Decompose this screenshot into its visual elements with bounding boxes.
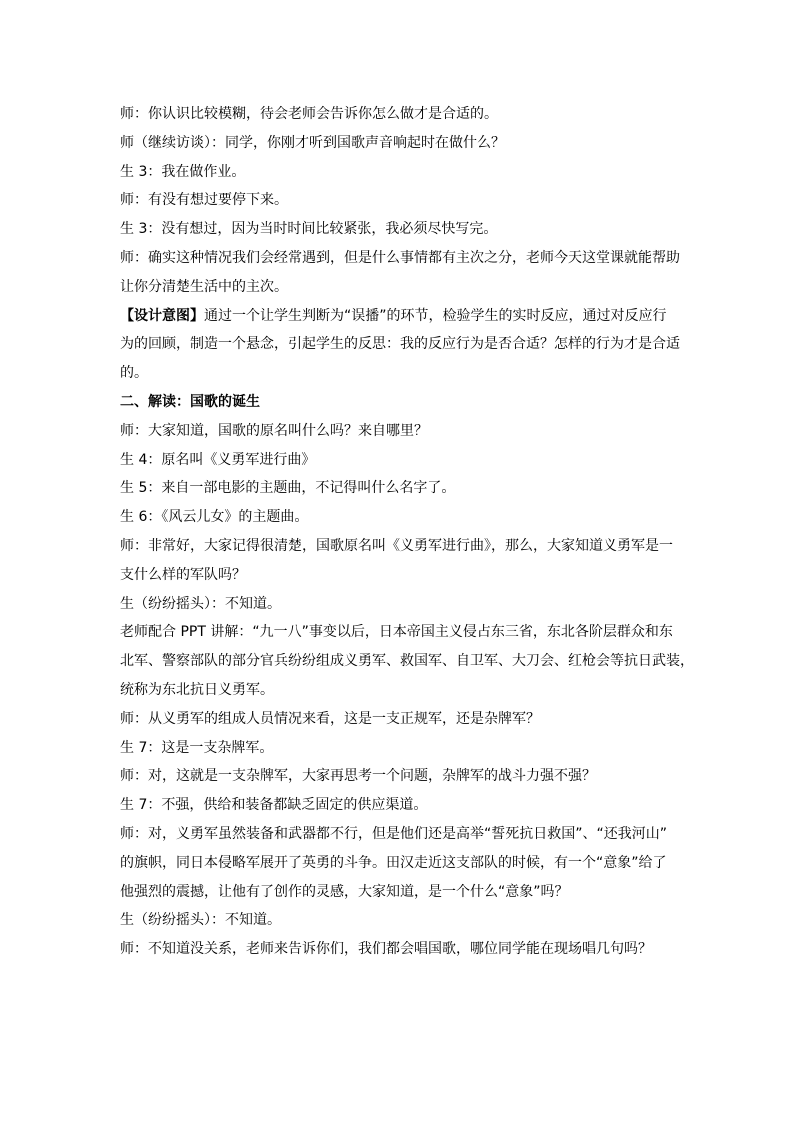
text-line: 师：对，义勇军虽然装备和武器都不行，但是他们还是高举“誓死抗日救国”、“还我河山” (120, 825, 668, 842)
text-line: 生 7：这是一支杂牌军。 (120, 739, 274, 756)
design-intent-text: 通过一个让学生判断为“误播”的环节，检验学生的实时反应，通过对反应行 (204, 307, 667, 324)
design-intent-line (120, 302, 680, 331)
document-page (120, 100, 694, 964)
text-line: 让你分清楚生活中的主次。 (120, 278, 288, 295)
text-line: 生 3：我在做作业。 (120, 163, 246, 180)
text-line: 统称为东北抗日义勇军。 (120, 681, 274, 698)
text-line: 生 5：来自一部电影的主题曲，不记得叫什么名字了。 (120, 480, 456, 497)
text-line: 的旗帜，同日本侵略军展开了英勇的斗争。田汉走近这支部队的时候，有一个“意象”给了 (120, 854, 667, 871)
text-line: 师：有没有想过要停下来。 (120, 192, 288, 209)
text-line: 师：确实这种情况我们会经常遇到，但是什么事情都有主次之分，老师今天这堂课就能帮助 (120, 249, 680, 266)
text-line: 师：你认识比较模糊，待会老师会告诉你怎么做才是合适的。 (120, 106, 498, 122)
text-line: 支什么样的军队吗？ (120, 566, 246, 583)
text-line: 师：非常好，大家记得很清楚，国歌原名叫《义勇军进行曲》，那么，大家知道义勇军是一 (120, 537, 673, 554)
ppt-explanation-text: “九一八”事变以后，日本帝国主义侵占东三省，东北各阶层群众和东 (252, 624, 673, 641)
ppt-explanation-line (120, 618, 680, 647)
text-line: 生 3：没有想过，因为当时时间比较紧张，我必须尽快写完。 (120, 221, 498, 238)
text-line: 师：从义勇军的组成人员情况来看，这是一支正规军，还是杂牌军？ (120, 710, 540, 727)
text-line: 师：不知道没关系，老师来告诉你们，我们都会唱国歌，哪位同学能在现场唱几句吗？ (120, 941, 652, 958)
text-line: 师：大家知道，国歌的原名叫什么吗？来自哪里？ (120, 422, 428, 439)
text-line: 生（纷纷摇头）：不知道。 (120, 912, 281, 929)
text-line: 生（纷纷摇头）：不知道。 (120, 595, 281, 612)
text-line: 师：对，这就是一支杂牌军，大家再思考一个问题，杂牌军的战斗力强不强？ (120, 768, 596, 785)
text-line: 的。 (120, 365, 148, 382)
text-line: 生 6：《风云儿女》的主题曲。 (120, 509, 309, 526)
text-line: 他强烈的震撼，让他有了创作的灵感，大家知道，是一个什么“意象”吗？ (120, 883, 569, 900)
design-intent-label: 【设计意图】 (120, 307, 204, 324)
text-line: 生 7：不强，供给和装备都缺乏固定的供应渠道。 (120, 797, 428, 814)
section-heading: 二、解读：国歌的诞生 (120, 393, 260, 410)
text-line: 北军、警察部队的部分官兵纷纷组成义勇军、救国军、自卫军、大刀会、红枪会等抗日武装， (120, 653, 694, 670)
text-line: 为的回顾，制造一个悬念，引起学生的反思：我的反应行为是否合适？怎样的行为才是合适 (120, 336, 680, 353)
ppt-explanation-label: 老师配合 PPT 讲解： (120, 624, 253, 641)
text-line: 生 4：原名叫《义勇军进行曲》 (120, 451, 316, 468)
text-line: 师（继续访谈）：同学，你刚才听到国歌声音响起时在做什么？ (120, 134, 505, 151)
